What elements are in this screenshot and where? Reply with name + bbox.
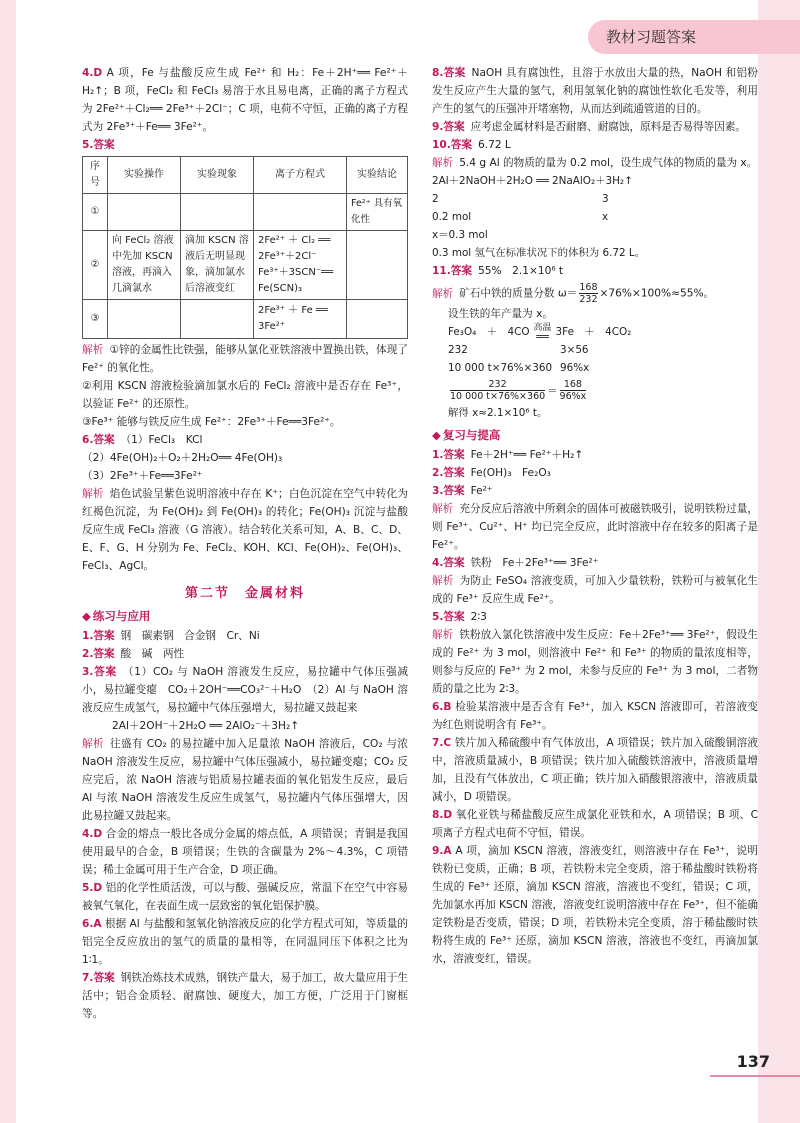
answer-b8	[432, 806, 758, 842]
answer-text: 酸 碱 两性	[120, 648, 185, 660]
equals-sign: ＝	[547, 384, 558, 397]
q-number: 4.	[432, 557, 444, 569]
explanation-label: 解析	[432, 157, 454, 169]
answer-9	[432, 118, 758, 136]
calculation-10	[432, 172, 758, 262]
explanation-b3	[432, 500, 758, 554]
explanation-label: 解析	[432, 629, 454, 641]
q-number: 5.	[82, 139, 94, 151]
header-title: 教材习题答案	[588, 20, 800, 54]
explanation-text: 铁粉放入氯化铁溶液中发生反应：Fe＋2Fe³⁺══ 3Fe²⁺，假设生成的 Fe²⁺ 为 3 mol，则溶液中 Fe²⁺ 和 Fe³⁺ 的物质的量浓度相等，则参与反应的 Fe³⁺ 为 2 mol，未参与反应的 Fe³⁺ 为 3 mol，二者物质的量之比为 2∶3。	[432, 629, 759, 695]
answer-label: 答案	[443, 449, 465, 461]
answer-label: 答案	[93, 630, 115, 642]
denominator: 96%x	[559, 391, 587, 402]
answer-text: 2∶3	[470, 611, 487, 623]
answer-10	[432, 136, 758, 154]
answer-text: 55% 2.1×10⁶ t	[477, 265, 564, 277]
explanation-6	[82, 485, 408, 575]
answer-label: 答案	[450, 265, 472, 277]
calc-value: 232	[448, 344, 468, 356]
explanation-text: 设生铁的年产量为 x。	[448, 308, 553, 320]
equation: Fe₃O₄ ＋ 4CO	[448, 326, 530, 338]
denominator: 232	[579, 294, 598, 305]
page	[16, 0, 758, 1123]
q-number: 7.	[82, 972, 94, 984]
table-header-row	[83, 157, 408, 194]
table-cell	[347, 231, 408, 300]
table-cell	[347, 300, 408, 339]
answer-text: 合金的熔点一般比各成分金属的熔点低，A 项错误；青铜是我国使用最早的合金，B 项错误；生铁的含碳量为 2%～4.3%，C 项错误；稀土金属可用于生产合金，D 项正确。	[82, 828, 408, 876]
explanation-label: 解析	[432, 575, 454, 587]
calc-result: x＝0.3 mol	[432, 229, 488, 241]
answer-text: （3）2Fe³⁺＋Fe══3Fe²⁺	[82, 470, 203, 482]
explanation-label: 解析	[432, 287, 454, 300]
right-column	[432, 64, 758, 968]
answer-label: 答案	[93, 972, 115, 984]
answer-b5	[432, 608, 758, 626]
q-number: 5.D	[82, 882, 103, 894]
answer-5b	[82, 879, 408, 915]
q-number: 9.	[432, 121, 444, 133]
explanation-text: ②利用 KSCN 溶液检验滴加氯水后的 FeCl₂ 溶液中是否存在 Fe³⁺，以验证 Fe²⁺ 的还原性。	[82, 380, 408, 410]
explanation-text: 往盛有 CO₂ 的易拉罐中加入足量浓 NaOH 溶液后，CO₂ 与浓 NaOH 溶液发生反应，易拉罐中气体压强减小，易拉罐变瘪；CO₂ 反应完后，浓 NaOH 溶液与铝质易拉罐表面的氧化铝发生反应，最后 Al 与浓 NaOH 溶液发生反应生成氢气，易拉罐内气体压强增大，因此易拉罐又鼓起来。	[82, 738, 409, 822]
answer-11	[432, 262, 758, 280]
answer-text: Fe²⁺	[470, 485, 493, 497]
calc-row	[432, 190, 758, 208]
explanation-label: 解析	[82, 738, 104, 750]
explanation-text: ①锌的金属性比铁强，能够从氯化亚铁溶液中置换出铁，体现了 Fe²⁺ 的氧化性。	[82, 344, 409, 374]
explanation-text: 5.4 g Al 的物质的量为 0.2 mol，设生成气体的物质的量为 x。	[459, 157, 758, 169]
q-number: 7.C	[432, 737, 452, 749]
answer-text: A 项，滴加 KSCN 溶液，溶液变红，则溶液中存在 Fe³⁺，说明铁粉已变质，正确；B 项，若铁粉未完全变质，溶于稀盐酸时铁粉将生成的 Fe³⁺ 还原，滴加 KSCN 溶液，溶液也不变红，错误；C 项，先加氯水再加 KSCN 溶液，溶液变红说明溶液中存在 Fe³⁺，但不能确定铁粉是否变质，错误；D 项，若铁粉未完全变质，溶于稀盐酸时铁粉将生成的 Fe³⁺ 还原，滴加 KSCN 溶液，溶液也不变红，再滴加氯水，溶液变红，错误。	[432, 845, 758, 965]
table-row	[83, 194, 408, 231]
answer-6b	[82, 915, 408, 969]
answer-1	[82, 627, 408, 645]
q-number: 9.A	[432, 845, 452, 857]
table-cell	[254, 231, 347, 300]
table-cell: 向 FeCl₂ 溶液中先加 KSCN 溶液，再滴入几滴氯水	[108, 231, 181, 300]
section-heading: ◆ 练习与应用	[82, 607, 408, 625]
table-header: 实验结论	[347, 157, 408, 194]
answer-text: 应考虑金属材料是否耐磨、耐腐蚀，原料是否易得等因素。	[470, 121, 747, 133]
table-cell: Fe²⁺ 具有氧化性	[347, 194, 408, 231]
answer-text: 氧化亚铁与稀盐酸反应生成氯化亚铁和水，A 项错误；B 项、C 项离子方程式电荷不守恒，错误。	[432, 809, 758, 839]
calc-value: 3×56	[560, 344, 589, 356]
calc-value: 96%x	[560, 362, 590, 374]
page-number-underline	[710, 1075, 800, 1077]
answer-text: 钢 碳素钢 合金钢 Cr、Ni	[120, 630, 260, 642]
q-number: 5.	[432, 611, 444, 623]
calc-value: x	[602, 211, 609, 223]
answer-label: 答案	[93, 666, 117, 678]
calc-row	[432, 208, 758, 226]
right-margin-band	[758, 0, 800, 1123]
table-row	[83, 300, 408, 339]
explanation-3	[82, 735, 408, 825]
table-row	[83, 231, 408, 300]
table-cell: ①	[83, 194, 108, 231]
explanation-text: 矿石中铁的质量分数 ω＝	[459, 287, 578, 300]
answer-label: 答案	[443, 611, 465, 623]
table-header: 序号	[83, 157, 108, 194]
answer-text: Fe(OH)₃ Fe₂O₃	[470, 467, 551, 479]
answer-label: 答案	[93, 648, 115, 660]
calculation-11	[432, 323, 758, 422]
table-header: 实验现象	[181, 157, 254, 194]
answer-label: 答案	[443, 67, 466, 79]
q-number: 4.D	[82, 67, 103, 79]
numerator: 168	[563, 379, 582, 390]
experiment-table	[82, 156, 408, 339]
explanation-b4	[432, 572, 758, 608]
explanation-text: 为防止 FeSO₄ 溶液变质，可加入少量铁粉，铁粉可与被氧化生成的 Fe³⁺ 反应生成 Fe²⁺。	[432, 575, 758, 605]
page-number: 137	[736, 1052, 770, 1071]
explanation-5	[82, 341, 408, 377]
answer-b2	[432, 464, 758, 482]
q-number: 6.A	[82, 918, 102, 930]
answer-label: 答案	[443, 121, 465, 133]
answer-text: 检验某溶液中是否含有 Fe³⁺，加入 KSCN 溶液即可，若溶液变为红色则说明含有 Fe³⁺。	[432, 701, 758, 731]
answer-b3	[432, 482, 758, 500]
q-number: 3.	[82, 666, 94, 678]
answer-4b	[82, 825, 408, 879]
equation: Fe³⁺＋3SCN⁻══ Fe(SCN)₃	[258, 267, 334, 294]
denominator: 10 000 t×76%×360	[450, 391, 546, 402]
calc-row	[448, 323, 758, 341]
answer-text: Fe＋2H⁺══ Fe²⁺＋H₂↑	[470, 449, 584, 461]
calc-value: 0.2 mol	[432, 211, 472, 223]
calc-value: 2	[432, 193, 439, 205]
fraction	[450, 379, 545, 402]
explanation-label: 解析	[82, 344, 104, 356]
answer-text: NaOH 具有腐蚀性，且溶于水放出大量的热，NaOH 和铝粉发生反应产生大量的氢气，利用氢氧化钠的腐蚀性软化毛发等，利用产生的氢气的压强冲开堵塞物，从而达到疏通管道的目的。	[432, 67, 758, 115]
explanation-b5	[432, 626, 758, 698]
table-cell: 滴加 KSCN 溶液后无明显现象，滴加氯水后溶液变红	[181, 231, 254, 300]
explanation-text: ③Fe³⁺ 能够与铁反应生成 Fe²⁺：2Fe³⁺＋Fe══3Fe²⁺。	[82, 416, 341, 428]
condition-arrow	[534, 323, 552, 341]
table-cell	[254, 194, 347, 231]
numerator: 168	[579, 282, 598, 293]
calc-row	[448, 379, 758, 402]
calc-result: 0.3 mol 氢气在标准状况下的体积为 6.72 L。	[432, 247, 646, 259]
left-column	[82, 64, 408, 1023]
answer-8	[432, 64, 758, 118]
fraction	[579, 282, 597, 305]
answer-7	[82, 969, 408, 1023]
explanation-label: 解析	[432, 503, 454, 515]
answer-text: A 项，Fe 与盐酸反应生成 Fe²⁺ 和 H₂：Fe＋2H⁺══ Fe²⁺＋H₂↑；B 项，FeCl₂ 和 FeCl₃ 易溶于水且易电离，正确的离子方程式为 2Fe²⁺＋Cl₂══ 2Fe³⁺＋2Cl⁻；C 项，电荷不守恒，正确的离子方程式为 2Fe³⁺＋Fe══ 3Fe²⁺。	[82, 67, 409, 133]
q-number: 8.D	[432, 809, 453, 821]
calc-row	[448, 341, 758, 359]
q-number: 3.	[432, 485, 444, 497]
q-number: 6.	[82, 434, 94, 446]
answer-text: 钢铁冶炼技术成熟，钢铁产量大，易于加工，故大量应用于生活中；铝合金质轻、耐腐蚀、硬度大，加工方便，广泛用于门窗框等。	[82, 972, 409, 1020]
answer-text: （1）FeCl₃ KCl	[120, 434, 203, 446]
table-header: 实验操作	[108, 157, 181, 194]
equals-arrow: ══	[536, 331, 549, 343]
answer-text: 根据 Al 与盐酸和氢氧化钠溶液反应的化学方程式可知，等质量的铝完全反应放出的氢气的质量的量相等，在同温同压下体积之比为 1∶1。	[82, 918, 408, 966]
answer-b1	[432, 446, 758, 464]
table-cell	[181, 300, 254, 339]
answer-b9	[432, 842, 758, 968]
q-number: 8.	[432, 67, 444, 79]
explanation-text: 焰色试验呈紫色说明溶液中存在 K⁺；白色沉淀在空气中转化为红褐色沉淀，为 Fe(OH)₂ 到 Fe(OH)₃ 的转化；Fe(OH)₃ 沉淀与盐酸反应生成 FeCl₃ 溶液（G 溶液）。结合转化关系可知，A、B、C、D、E、F、G、H 分别为 Fe、FeCl₂、KOH、KCl、Fe(OH)₂、Fe(OH)₃、FeCl₃、AgCl。	[82, 488, 409, 572]
chapter-title: 第二节 金属材料	[184, 586, 305, 601]
table-cell: 2Fe³⁺ ＋ Fe ══ 3Fe²⁺	[254, 300, 347, 339]
answer-text: 铝的化学性质活泼，可以与酸、强碱反应，常温下在空气中容易被氧气氧化，在表面生成一层致密的氧化铝保护膜。	[82, 882, 408, 912]
table-cell: ②	[83, 231, 108, 300]
answer-label: 答案	[93, 434, 115, 446]
section-heading: ◆ 复习与提高	[432, 426, 758, 444]
numerator: 232	[488, 379, 507, 390]
answer-label: 答案	[443, 485, 465, 497]
explanation-11	[432, 282, 758, 305]
answer-text: （2）4Fe(OH)₂＋O₂＋2H₂O══ 4Fe(OH)₃	[82, 452, 283, 464]
calc-value: 10 000 t×76%×360	[448, 362, 553, 374]
table-cell	[108, 194, 181, 231]
answer-text: 铁粉 Fe＋2Fe³⁺══ 3Fe²⁺	[470, 557, 599, 569]
q-number: 6.B	[432, 701, 452, 713]
q-number: 1.	[432, 449, 444, 461]
answer-label: 答案	[443, 557, 465, 569]
explanation-10	[432, 154, 758, 172]
table-cell: ③	[83, 300, 108, 339]
explanation-text: ×76%×100%≈55%。	[599, 287, 715, 300]
q-number: 2.	[432, 467, 444, 479]
q-number: 2.	[82, 648, 94, 660]
answer-text: 铁片加入稀硫酸中有气体放出，A 项错误；铁片加入硫酸铜溶液中，溶液质量减小，B 项错误；铁片加入硫酸铁溶液中，溶液质量增加，且没有气体放出，C 项正确；铁片加入硝酸银溶液中，溶液质量减小，D 项错误。	[432, 737, 758, 803]
answer-text: 6.72 L	[477, 139, 511, 151]
equation: 2Al＋2OH⁻＋2H₂O ══ 2AlO₂⁻＋3H₂↑	[112, 720, 300, 732]
answer-6	[82, 431, 408, 449]
answer-b7	[432, 734, 758, 806]
answer-text: （1）CO₂ 与 NaOH 溶液发生反应，易拉罐中气体压强减小，易拉罐变瘪 CO₂＋2OH⁻══CO₃²⁻＋H₂O （2）Al 与 NaOH 溶液反应生成氢气，易拉罐中气体压强增大，易拉罐又鼓起来	[82, 666, 409, 714]
calc-result: 解得 x≈2.1×10⁶ t。	[448, 407, 548, 419]
left-margin-band	[0, 0, 16, 1123]
calc-row	[448, 359, 758, 377]
table-header: 离子方程式	[254, 157, 347, 194]
condition: 高温	[533, 323, 552, 333]
q-number: 4.D	[82, 828, 103, 840]
answer-b4	[432, 554, 758, 572]
answer-b6	[432, 698, 758, 734]
answer-label: 答案	[93, 139, 115, 151]
equation: 3Fe ＋ 4CO₂	[555, 326, 632, 338]
table-cell	[181, 194, 254, 231]
q-number: 1.	[82, 630, 94, 642]
table-cell	[108, 300, 181, 339]
equation: 2Fe²⁺ ＋ Cl₂ ══ 2Fe³⁺＋2Cl⁻	[258, 235, 331, 262]
explanation-text: 充分反应后溶液中所剩余的固体可被磁铁吸引，说明铁粉过量，则 Fe³⁺、Cu²⁺、H⁺ 均已完全反应，此时溶液中存在较多的阳离子是 Fe²⁺。	[432, 503, 759, 551]
q-number: 10.	[432, 139, 451, 151]
answer-label: 答案	[450, 139, 472, 151]
answer-3	[82, 663, 408, 717]
explanation-label: 解析	[82, 488, 104, 500]
answer-4	[82, 64, 408, 136]
fraction	[560, 379, 587, 402]
q-number: 11.	[432, 265, 451, 277]
equation: 2Al＋2NaOH＋2H₂O ══ 2NaAlO₂＋3H₂↑	[432, 175, 633, 187]
calc-value: 3	[602, 193, 609, 205]
answer-label: 答案	[443, 467, 465, 479]
answer-5	[82, 136, 408, 154]
answer-2	[82, 645, 408, 663]
